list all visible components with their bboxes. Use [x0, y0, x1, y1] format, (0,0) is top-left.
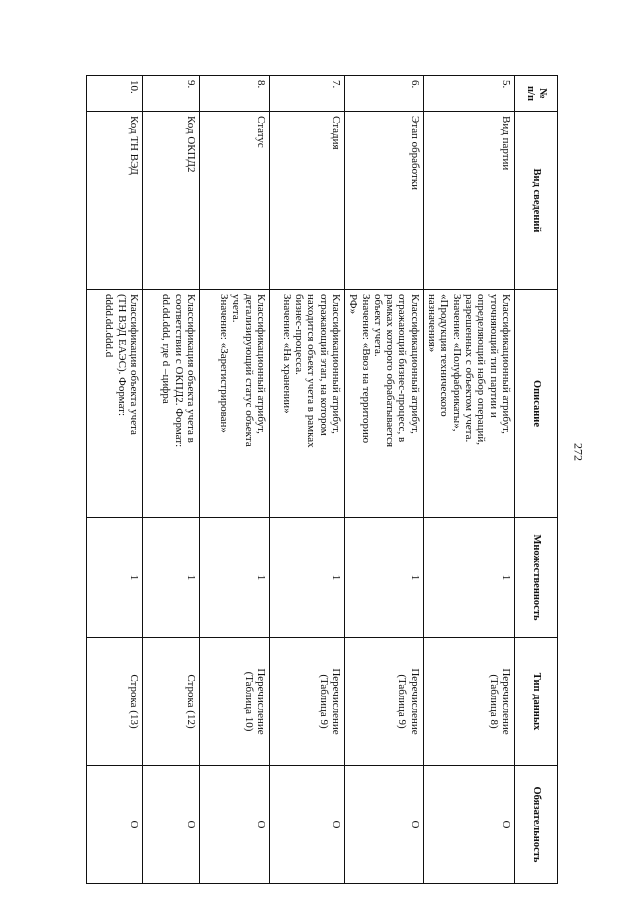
cell-data-type: Перечисление (Таблица 9): [269, 638, 344, 766]
description-line: соответствии с ОКПД2. Формат:: [172, 294, 185, 448]
cell-description: [142, 290, 199, 518]
cell-description: [199, 290, 269, 518]
cell-description: [86, 290, 142, 518]
cell-mandatory: О: [199, 766, 269, 884]
cell-num: 7.: [269, 76, 344, 112]
cell-data-type: Перечисление (Таблица 10): [199, 638, 269, 766]
table-row: [199, 76, 269, 884]
cell-mandatory: О: [423, 766, 514, 884]
description-line: уточняющий тип партии и: [487, 294, 500, 418]
cell-kind: Статус: [199, 112, 269, 290]
description-line: dddd.dd.ddd.d: [103, 294, 116, 358]
description-line: dd.dd.ddd, где d –цифра: [160, 294, 173, 404]
description-line: учета.: [230, 294, 243, 323]
cell-kind: Этап обработки: [344, 112, 423, 290]
cell-multiplicity: 1: [142, 518, 199, 638]
description-line: бизнес-процесса.: [293, 294, 305, 375]
header-num: № п/п: [515, 76, 558, 112]
description-line: Классификация объекта учета: [127, 294, 140, 435]
description-line: Значение: «Зарегистрирован»: [218, 294, 230, 433]
cell-kind: Вид партии: [423, 112, 514, 290]
description-line: объект учета.: [371, 294, 384, 357]
table-row: [86, 76, 142, 884]
cell-num: 8.: [199, 76, 269, 112]
description-line: «Продукция технического: [438, 294, 451, 417]
cell-data-type: Строка (13): [86, 638, 142, 766]
header-multiplicity: Множественность: [515, 518, 558, 638]
description-line: разрешенных с объектом учета.: [463, 294, 476, 443]
description-line: отражающий бизнес-процесс, в: [396, 294, 409, 443]
cell-multiplicity: 1: [269, 518, 344, 638]
description-line: (ТН ВЭД ЕАЭС). Формат:: [115, 294, 128, 417]
description-line: отражающий этап, на котором: [317, 294, 330, 436]
cell-data-type: Перечисление (Таблица 8): [423, 638, 514, 766]
table-row: [142, 76, 199, 884]
cell-kind: Код ТН ВЭД: [86, 112, 142, 290]
data-table: [86, 75, 558, 884]
description-line: определяющий набор операций,: [475, 294, 488, 446]
header-kind: Вид сведений: [515, 112, 558, 290]
description-line: РФ»: [347, 294, 360, 315]
description-line: Классификационный атрибут,: [408, 294, 421, 434]
description-line: Значение: «Полуфабрикаты»,: [450, 294, 463, 432]
description-line: Классификационный атрибут,: [329, 294, 342, 434]
cell-description: [344, 290, 423, 518]
table-row: [344, 76, 423, 884]
cell-mandatory: О: [86, 766, 142, 884]
cell-data-type: Перечисление (Таблица 9): [344, 638, 423, 766]
cell-multiplicity: 1: [344, 518, 423, 638]
description-line: Классификация объекта учета в: [184, 294, 197, 443]
cell-mandatory: О: [344, 766, 423, 884]
cell-multiplicity: 1: [86, 518, 142, 638]
description-line: назначения»: [426, 294, 439, 353]
cell-kind: Код ОКПД2: [142, 112, 199, 290]
table-header-row: [515, 76, 558, 884]
rotated-table-region: [89, 75, 558, 883]
header-description: Описание: [515, 290, 558, 518]
table-row: [269, 76, 344, 884]
page-number: 272: [571, 443, 586, 461]
cell-num: 6.: [344, 76, 423, 112]
cell-data-type: Строка (12): [142, 638, 199, 766]
cell-multiplicity: 1: [423, 518, 514, 638]
description-line: рамках которого обрабатывается: [384, 294, 397, 448]
description-line: находится объект учета в рамках: [305, 294, 318, 448]
cell-description: [423, 290, 514, 518]
cell-description: [269, 290, 344, 518]
description-line: Классификационный атрибут,: [500, 294, 512, 434]
cell-num: 10.: [86, 76, 142, 112]
cell-num: 5.: [423, 76, 514, 112]
description-line: Классификационный атрибут,: [254, 294, 267, 434]
cell-mandatory: О: [269, 766, 344, 884]
description-line: детализирующий статус объекта: [242, 294, 255, 447]
table-row: [423, 76, 514, 884]
table-body: [86, 76, 514, 884]
cell-multiplicity: 1: [199, 518, 269, 638]
cell-mandatory: О: [142, 766, 199, 884]
cell-kind: Стадия: [269, 112, 344, 290]
description-line: Значение: «Ввоз на территорию: [359, 294, 372, 444]
description-line: Значение: «На хранении»: [280, 294, 293, 414]
header-data-type: Тип данных: [515, 638, 558, 766]
cell-num: 9.: [142, 76, 199, 112]
header-mandatory: Обязательность: [515, 766, 558, 884]
